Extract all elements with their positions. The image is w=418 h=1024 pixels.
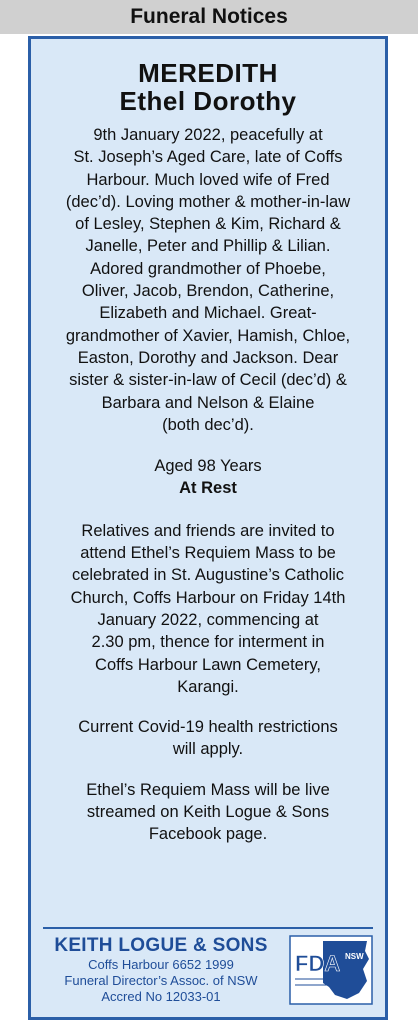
text-line: 9th January 2022, peacefully at <box>93 126 323 144</box>
text-line: Barbara and Nelson & Elaine <box>101 393 315 412</box>
footer-divider <box>43 927 373 929</box>
notice-intro-paragraph <box>43 124 373 436</box>
logo-fda-text: FDA <box>295 951 341 976</box>
text-line: Janelle, Peter and Phillip & Lilian. <box>85 237 331 256</box>
text-line: attend Ethel’s Requiem Mass to be <box>80 544 336 563</box>
at-rest-line: At Rest <box>179 479 237 498</box>
text-line: St. Joseph’s Aged Care, late of Coffs <box>73 148 343 167</box>
covid-paragraph <box>43 716 373 761</box>
text-line: Relatives and friends are invited to <box>81 521 335 540</box>
text-line: Church, Coffs Harbour on Friday 14th <box>70 588 346 607</box>
age-line: Aged 98 Years <box>154 457 262 476</box>
text-line: Easton, Dorothy and Jackson. Dear <box>77 348 339 367</box>
firm-phone: Coffs Harbour 6652 1999 <box>88 957 234 972</box>
text-line: Facebook page. <box>148 825 268 844</box>
section-title: Funeral Notices <box>130 5 288 28</box>
text-line: January 2022, commencing at <box>97 610 319 629</box>
text-line: streamed on Keith Logue & Sons <box>86 803 330 822</box>
firm-name: KEITH LOGUE & SONS <box>54 935 268 956</box>
text-line: Current Covid-19 health restrictions <box>78 718 338 737</box>
text-line: Elizabeth and Michael. Great- <box>99 304 317 323</box>
firm-association: Funeral Director’s Assoc. of NSW <box>64 973 258 988</box>
section-header <box>0 0 418 34</box>
text-line: (both dec’d). <box>162 415 254 434</box>
funeral-notice <box>28 36 388 1020</box>
text-line: Ethel’s Requiem Mass will be live <box>86 780 330 799</box>
text-line: Coffs Harbour Lawn Cemetery, <box>95 655 321 674</box>
text-line: will apply. <box>172 740 244 759</box>
livestream-paragraph <box>43 779 373 846</box>
fda-nsw-logo <box>289 935 373 1005</box>
text-line: Harbour. Much loved wife of Fred <box>86 170 330 189</box>
invitation-paragraph <box>43 520 373 698</box>
firm-accreditation: Accred No 12033-01 <box>101 989 221 1004</box>
text-line: 2.30 pm, thence for interment in <box>91 633 325 652</box>
text-line: Karangi. <box>177 677 239 696</box>
text-line: of Lesley, Stephen & Kim, Richard & <box>75 215 341 234</box>
text-line: celebrated in St. Augustine’s Catholic <box>71 566 345 585</box>
funeral-director-block <box>45 935 277 1005</box>
text-line: (dec’d). Loving mother & mother-in-law <box>65 192 351 211</box>
text-line: sister & sister-in-law of Cecil (dec’d) & <box>69 371 347 390</box>
deceased-given-names: Ethel Dorothy <box>119 86 297 116</box>
text-line: Adored grandmother of Phoebe, <box>90 259 326 278</box>
deceased-surname: MEREDITH <box>138 58 278 88</box>
text-line: grandmother of Xavier, Hamish, Chloe, <box>65 326 351 345</box>
text-line: Oliver, Jacob, Brendon, Catherine, <box>81 282 335 301</box>
logo-state-text: NSW <box>345 952 364 961</box>
